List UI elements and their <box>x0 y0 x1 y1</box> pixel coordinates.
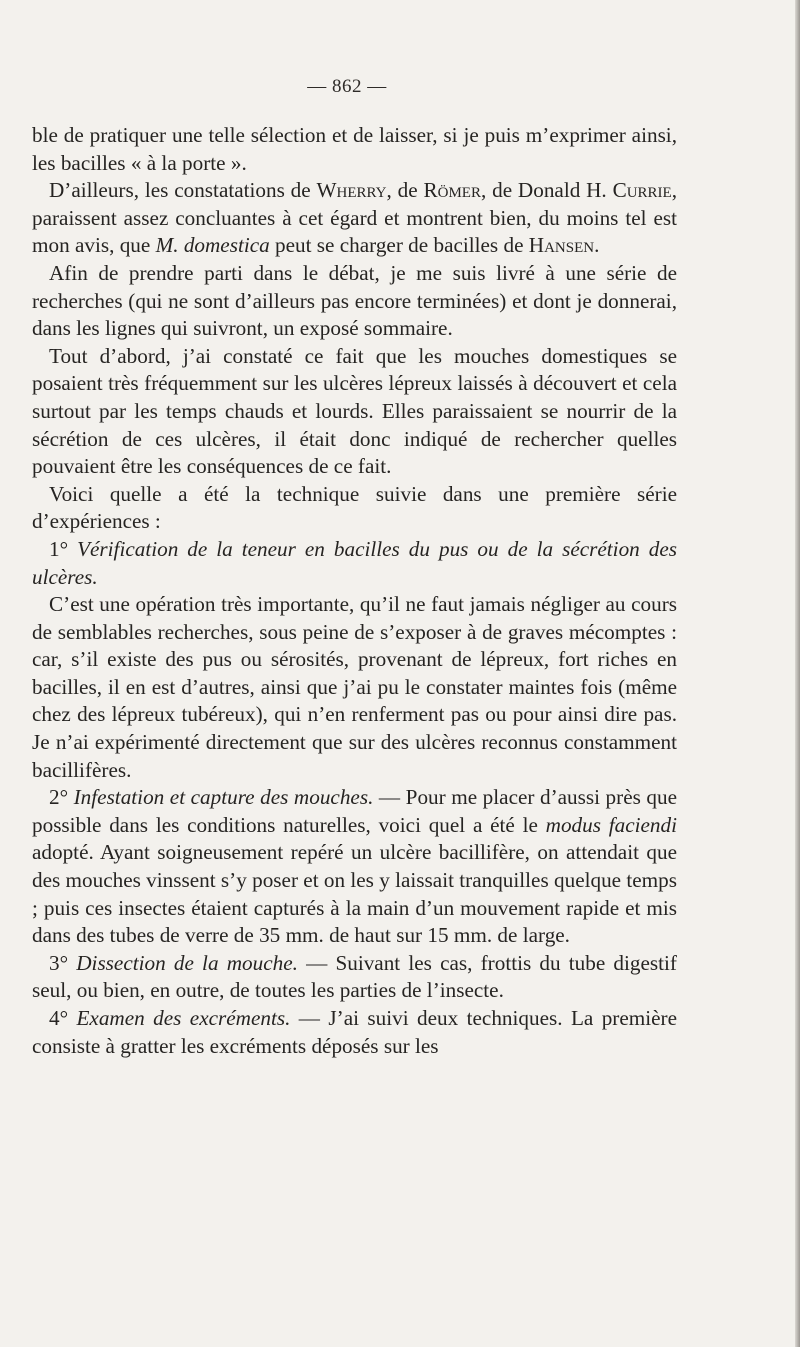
text-run: Afin de prendre parti dans le débat, je me suis livré à une série de recherches (qui ne sont d’ailleurs pas encore terminées) et dont je donnerai, dans les lignes qui suivront, un exposé sommaire. <box>32 260 677 341</box>
text-run: , de Donald H. <box>480 178 613 203</box>
body-text <box>32 122 677 1060</box>
text-run: peut se charger de bacilles de <box>269 233 529 258</box>
italic-run: M. domestica <box>155 233 270 258</box>
text-run: . <box>594 233 600 258</box>
paragraph-p1 <box>32 122 677 177</box>
text-run: 3° <box>49 950 77 975</box>
paragraph-p5 <box>32 481 677 536</box>
italic-run: Infestation et capture des mouches. <box>73 785 374 810</box>
small-caps-name: Currie <box>612 178 672 203</box>
italic-run: Dissection de la mouche. <box>76 950 298 975</box>
italic-run: Vérification de la teneur en bacilles du pus ou de la sécrétion des ulcères. <box>32 536 677 589</box>
small-caps-name: Hansen <box>528 233 595 258</box>
small-caps-name: Römer <box>423 178 481 203</box>
text-run: , de <box>386 178 424 203</box>
paragraph-p10 <box>32 1005 677 1060</box>
text-run: Voici quelle a été la technique suivie dans une première série d’expériences : <box>32 481 677 534</box>
small-caps-name: Wherry <box>316 178 387 203</box>
paragraph-p3 <box>32 260 677 343</box>
text-run: — Suivant les cas, frottis du tube digestif seul, ou bien, en outre, de toutes les parties de l’insecte. <box>32 950 677 1003</box>
paragraph-p8 <box>32 784 677 950</box>
page-edge <box>795 0 800 1347</box>
text-run: 1° <box>49 536 78 561</box>
paragraph-p4 <box>32 343 677 481</box>
page-number: — 862 — <box>307 76 387 97</box>
text-run: 2° <box>49 785 74 810</box>
paragraph-p2 <box>32 177 677 260</box>
paragraph-p6 <box>32 536 677 591</box>
paragraph-p9 <box>32 950 677 1005</box>
text-run: 4° <box>49 1006 77 1030</box>
italic-run: modus faciendi <box>545 812 677 837</box>
text-run: Tout d’abord, j’ai constaté ce fait que les mouches domestiques se posaient très fréquemment sur les ulcères lépreux laissés à découvert et cela surtout par les temps chauds et lourds. Elles paraissaient se nourrir de la sécrétion de ces ulcères, il était donc indiqué de rechercher quelles pouvaient être les conséquences de ce fait. <box>32 343 677 479</box>
text-run: , paraissent assez concluantes à cet égard et montrent bien, du moins tel est mon avis, que <box>32 178 677 258</box>
text-run: ble de pratiquer une telle sélection et de laisser, si je puis m’exprimer ainsi, les bacilles « à la porte ». <box>32 123 677 175</box>
text-run: C’est une opération très importante, qu’il ne faut jamais négliger au cours de semblables recherches, sous peine de s’exposer à de graves mécomptes : car, s’il existe des pus ou sérosités, provenant de lépreux, fort riches en bacilles, il en est d’autres, ainsi que j’ai pu le constater maintes fois (même chez des lépreux tubéreux), qui n’en renferment pas ou pour ainsi dire pas. Je n’ai expérimenté directement que sur des ulcères reconnus constamment bacillifères. <box>32 592 677 782</box>
text-run: — J’ai suivi deux techniques. La première consiste à gratter les excréments déposés sur les <box>32 1006 677 1058</box>
text-run: — Pour me placer d’aussi près que possible dans les conditions naturelles, voici quel a été le <box>32 785 678 837</box>
italic-run: Examen des excréments. <box>76 1006 291 1030</box>
paragraph-p7 <box>32 591 677 784</box>
text-run: D’ailleurs, les constatations de <box>49 178 317 203</box>
text-run: adopté. Ayant soigneusement repéré un ulcère bacillifère, on attendait que des mouches vinssent s’y poser et on les y laissait tranquilles quelque temps ; puis ces insectes étaient capturés à la main d’un mouvement rapide et mis dans des tubes de verre de 35 mm. de haut sur 15 mm. de large. <box>32 840 677 948</box>
